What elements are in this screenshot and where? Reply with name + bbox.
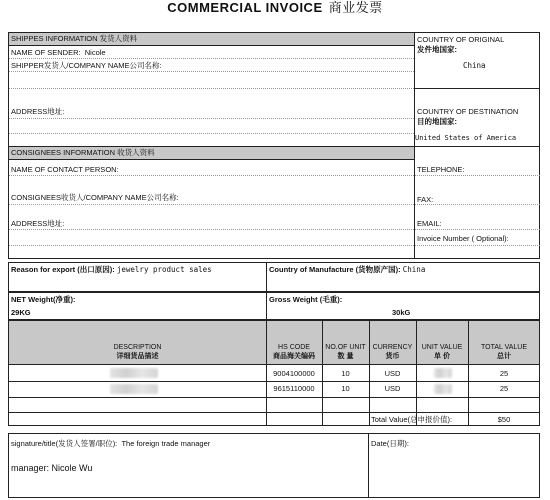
invoice-title <box>0 0 550 17</box>
header-unit-value: UNIT VALUE 单 价 <box>421 344 463 360</box>
net-weight-value: 29KG <box>11 308 31 317</box>
table-row-1-units: 10 <box>341 369 350 378</box>
sender-label: NAME OF SENDER: Nicole <box>11 48 106 57</box>
destination-value: United States of America <box>415 134 517 142</box>
contact-dotline <box>9 175 540 176</box>
export-divider <box>266 262 267 292</box>
row3-bottom-line <box>8 412 540 413</box>
total-value-label: Total Value(总申报价值): <box>371 415 453 424</box>
destination-label: COUNTRY OF DESTINATION <box>417 107 519 116</box>
col-line-4 <box>416 320 417 426</box>
row1-bottom-line <box>8 381 540 382</box>
manufacture-value: China <box>402 265 426 274</box>
shipper-blank-dotline <box>9 88 414 89</box>
origin-line <box>414 88 540 89</box>
shipper-section-title: SHIPPES INFORMATION 发货人资料 <box>11 34 138 43</box>
telephone-label: TELEPHONE: <box>417 165 465 174</box>
invoice-number-label: Invoice Number ( Optional): <box>417 234 509 243</box>
signature-divider <box>368 433 369 498</box>
sender-value: Nicole <box>84 48 106 57</box>
fax-label: FAX: <box>417 195 434 204</box>
signature-title-value: The foreign trade manager <box>121 439 211 448</box>
gross-weight-value: 30kG <box>392 308 411 317</box>
redacted-description <box>110 384 158 394</box>
header-description: DESCRIPTION 详细货品描述 <box>113 344 162 360</box>
consignee-company-dotline <box>9 204 540 205</box>
origin-value: China <box>463 61 486 70</box>
redacted-unit-value <box>434 384 452 394</box>
table-row-1-total: 25 <box>499 369 509 378</box>
manufacture-country: Country of Manufacture (货物原产国): China <box>269 265 426 274</box>
table-row-2-units: 10 <box>341 384 350 393</box>
invoice-title-en: COMMERCIAL INVOICE <box>167 0 323 15</box>
net-weight-label: NET Weight(净重): <box>11 295 76 304</box>
destination-label-cn: 目的地国家: <box>417 117 457 126</box>
consignee-address-label: ADDRESS地址: <box>11 219 65 228</box>
date-label: Date(日期): <box>371 439 409 448</box>
redacted-description <box>110 368 158 378</box>
table-row-2-hs: 9615110000 <box>273 384 315 393</box>
header-hs-code: HS CODE 商品海关编码 <box>273 344 315 360</box>
export-reason: Reason for export (出口原因): jewelry product sales <box>11 265 212 274</box>
shipper-address-dotline <box>9 118 414 119</box>
shipper-row-line <box>8 45 414 46</box>
table-row-2-currency: USD <box>384 384 401 393</box>
invoice-title-cn: 商业发票 <box>328 1 383 16</box>
manager-name: manager: Nicole Wu <box>11 463 93 473</box>
total-value: $50 <box>497 415 511 424</box>
redacted-unit-value <box>434 368 452 378</box>
signature-title: signature/title(发货人签署/职位): The foreign trade manager <box>11 439 211 448</box>
consignee-bar-line <box>8 159 414 160</box>
shipper-company-dotline <box>9 71 414 72</box>
gross-weight-label: Gross Weight (毛重): <box>269 295 343 304</box>
shipper-address-dotline-2 <box>9 133 414 134</box>
header-bottom-line <box>8 364 540 365</box>
shipper-address-label: ADDRESS地址: <box>11 107 65 116</box>
table-row-1-currency: USD <box>384 369 401 378</box>
row2-bottom-line <box>8 397 540 398</box>
table-row-2-total: 25 <box>499 384 509 393</box>
consignee-address-dotline <box>9 229 540 230</box>
consignee-company-label: CONSIGNEES收货人/COMPANY NAME公司名称: <box>11 193 179 202</box>
export-reason-value: jewelry product sales <box>116 265 212 274</box>
consignee-section-title: CONSIGNEES INFORMATION 收货人资料 <box>11 148 155 157</box>
contact-person-label: NAME OF CONTACT PERSON: <box>11 165 119 174</box>
header-units: NO.OF UNIT 数 量 <box>325 344 366 360</box>
invoice-number-dotline <box>9 245 540 246</box>
origin-label: COUNTRY OF ORIGINAL <box>417 35 505 44</box>
header-currency: CURRENCY 货币 <box>372 344 413 360</box>
header-total-value: TOTAL VALUE 总计 <box>480 344 528 360</box>
origin-label-cn: 发件地国家: <box>417 45 457 54</box>
shipper-company-label: SHIPPER发货人/COMPANY NAME公司名称: <box>11 61 162 70</box>
email-label: EMAIL: <box>417 219 442 228</box>
weight-divider <box>266 292 267 320</box>
sender-dotline <box>9 58 414 59</box>
table-row-1-hs: 9004100000 <box>273 369 315 378</box>
